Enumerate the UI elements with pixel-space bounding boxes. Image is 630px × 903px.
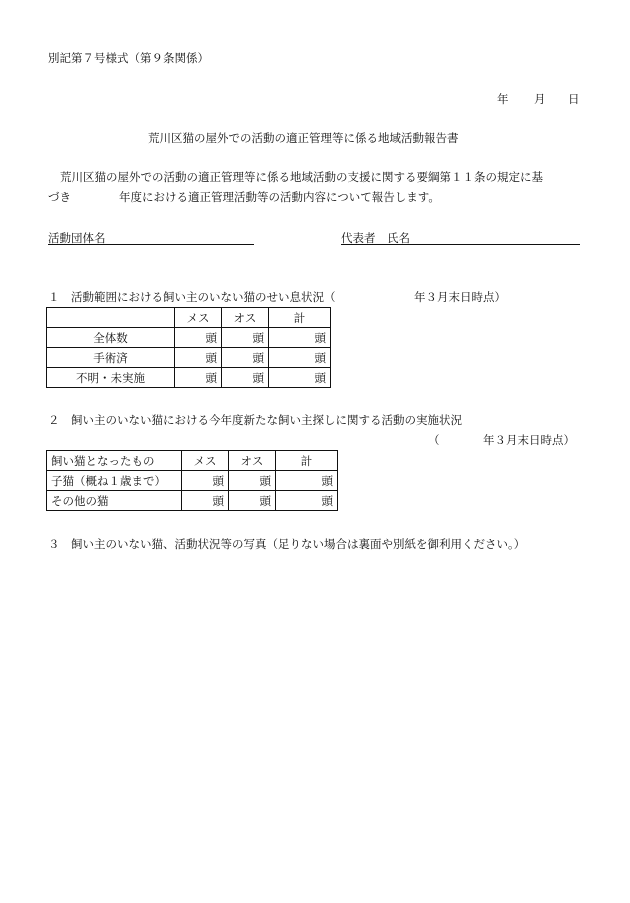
header-cell: メス <box>182 451 229 471</box>
table-row <box>47 471 338 491</box>
table-row <box>47 491 338 511</box>
table-row <box>47 328 331 348</box>
representative-line[interactable] <box>341 244 580 245</box>
section2-as-of: 年３月末日時点） <box>483 433 575 447</box>
section1-heading: １ 活動範囲における飼い主のいない猫のせい息状況（ <box>48 290 336 304</box>
table-cell[interactable]: 頭 <box>182 491 229 511</box>
table-cell[interactable]: 頭 <box>175 348 222 368</box>
date-day: 日 <box>568 92 580 106</box>
section3-heading: ３ 飼い主のいない猫、活動状況等の写真（足りない場合は裏面や別紙を御利用ください。） <box>48 537 526 551</box>
table-cell[interactable]: 頭 <box>222 328 269 348</box>
header-cell: 飼い猫となったもの <box>47 451 182 471</box>
table-row <box>47 348 331 368</box>
table-cell[interactable]: 頭 <box>229 471 276 491</box>
table-cell[interactable]: 頭 <box>269 348 331 368</box>
header-cell <box>47 308 175 328</box>
table-cell[interactable]: 頭 <box>269 368 331 388</box>
header-cell: オス <box>222 308 269 328</box>
table-cell[interactable]: 頭 <box>175 328 222 348</box>
date-month: 月 <box>534 92 546 106</box>
header-cell: オス <box>229 451 276 471</box>
header-cell: 計 <box>276 451 338 471</box>
section1-as-of: 年３月末日時点） <box>414 290 506 304</box>
row-label: その他の猫 <box>47 491 182 511</box>
intro-line-1: 荒川区猫の屋外での活動の適正管理等に係る地域活動の支援に関する要綱第１１条の規定に基 <box>60 170 543 184</box>
table-cell[interactable]: 頭 <box>276 471 338 491</box>
table-row <box>47 368 331 388</box>
table-cell[interactable]: 頭 <box>222 368 269 388</box>
section2-table <box>46 450 338 511</box>
table-cell[interactable]: 頭 <box>229 491 276 511</box>
row-label: 手術済 <box>47 348 175 368</box>
section1-table <box>46 307 331 388</box>
header-cell: 計 <box>269 308 331 328</box>
intro-line-2a: づき <box>48 190 71 204</box>
row-label: 子猫（概ね１歳まで） <box>47 471 182 491</box>
date-year: 年 <box>497 92 509 106</box>
page-title: 荒川区猫の屋外での活動の適正管理等に係る地域活動報告書 <box>148 131 459 145</box>
table-header-row <box>47 451 338 471</box>
table-cell[interactable]: 頭 <box>182 471 229 491</box>
representative-label: 代表者 氏名 <box>341 231 410 245</box>
group-name-line[interactable] <box>48 244 254 245</box>
header-cell: メス <box>175 308 222 328</box>
table-cell[interactable]: 頭 <box>222 348 269 368</box>
table-cell[interactable]: 頭 <box>276 491 338 511</box>
row-label: 不明・未実施 <box>47 368 175 388</box>
group-name-label: 活動団体名 <box>48 231 106 245</box>
table-cell[interactable]: 頭 <box>175 368 222 388</box>
table-cell[interactable]: 頭 <box>269 328 331 348</box>
row-label: 全体数 <box>47 328 175 348</box>
form-number: 別記第７号様式（第９条関係） <box>48 51 209 65</box>
table-header-row <box>47 308 331 328</box>
section2-as-of-open: （ <box>428 433 440 447</box>
section2-heading: ２ 飼い主のいない猫における今年度新たな飼い主探しに関する活動の実施状況 <box>48 413 462 427</box>
intro-line-2b: 年度における適正管理活動等の活動内容について報告します。 <box>119 190 440 204</box>
